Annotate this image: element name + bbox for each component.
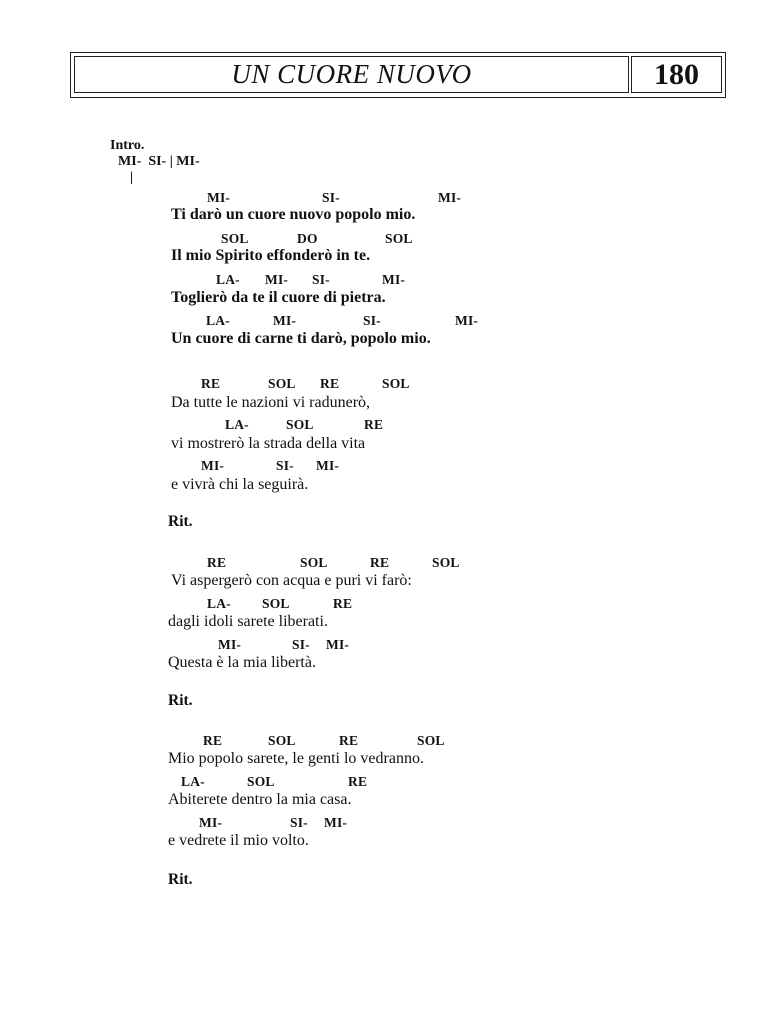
chord: SI-	[312, 272, 330, 287]
chord: RE	[207, 555, 227, 570]
chord: SI-	[322, 190, 340, 205]
intro-chords: MI- SI- | MI-	[118, 154, 200, 169]
lyric-line: Toglierò da te il cuore di pietra.	[171, 289, 386, 306]
intro-line	[103, 122, 200, 186]
chord: RE	[370, 555, 390, 570]
chord: MI-	[326, 637, 350, 652]
intro-bar: |	[130, 170, 134, 185]
number-box	[631, 56, 722, 93]
lyric-line: e vivrà chi la seguirà.	[171, 476, 309, 493]
lyric-line: Abiterete dentro la mia casa.	[168, 791, 352, 808]
chord: SOL	[221, 231, 249, 246]
chord: SOL	[432, 555, 460, 570]
chord: MI-	[207, 190, 231, 205]
chord: SI-	[292, 637, 310, 652]
chord: SOL	[262, 596, 290, 611]
chord: MI-	[316, 458, 340, 473]
chord: LA-	[225, 417, 249, 432]
chord: SOL	[247, 774, 275, 789]
lyric-line: Un cuore di carne ti darò, popolo mio.	[171, 330, 431, 347]
chord: RE	[339, 733, 359, 748]
chord: RE	[333, 596, 353, 611]
lyric-line: Ti darò un cuore nuovo popolo mio.	[171, 206, 416, 223]
chord: SOL	[382, 376, 410, 391]
refrain-marker: Rit.	[168, 871, 193, 888]
chord: SOL	[268, 376, 296, 391]
lyric-line: vi mostrerò la strada della vita	[171, 435, 366, 452]
song-title: UN CUORE NUOVO	[231, 59, 472, 89]
chord: MI-	[438, 190, 462, 205]
lyric-line: Il mio Spirito effonderò in te.	[171, 247, 371, 264]
chord: SOL	[385, 231, 413, 246]
chord: MI-	[201, 458, 225, 473]
chord: LA-	[216, 272, 240, 287]
lyric-line: Da tutte le nazioni vi radunerò,	[171, 394, 371, 411]
lyric-line: dagli idoli sarete liberati.	[168, 613, 328, 630]
chord: SOL	[300, 555, 328, 570]
chord: RE	[320, 376, 340, 391]
chord: SI-	[276, 458, 294, 473]
chord: LA-	[181, 774, 205, 789]
refrain-marker: Rit.	[168, 513, 193, 530]
chord: SOL	[268, 733, 296, 748]
chord: RE	[364, 417, 384, 432]
chord: SI-	[290, 815, 308, 830]
intro-label: Intro.	[110, 138, 145, 153]
lyric-line: Questa è la mia libertà.	[168, 654, 316, 671]
lyric-line: Mio popolo sarete, le genti lo vedranno.	[168, 750, 424, 767]
chord: MI-	[455, 313, 479, 328]
chord: MI-	[324, 815, 348, 830]
chord: MI-	[218, 637, 242, 652]
chord: RE	[348, 774, 368, 789]
chord: MI-	[382, 272, 406, 287]
chord: MI-	[199, 815, 223, 830]
chord: MI-	[273, 313, 297, 328]
chord: SOL	[286, 417, 314, 432]
chord: MI-	[265, 272, 289, 287]
chord: SI-	[363, 313, 381, 328]
song-number: 180	[654, 57, 699, 91]
song-header	[70, 52, 726, 98]
chord: SOL	[417, 733, 445, 748]
title-box	[74, 56, 629, 93]
chord: LA-	[206, 313, 230, 328]
lyric-line: e vedrete il mio volto.	[168, 832, 309, 849]
refrain-marker: Rit.	[168, 692, 193, 709]
chord: DO	[297, 231, 318, 246]
chord: LA-	[207, 596, 231, 611]
chord: RE	[201, 376, 221, 391]
lyric-line: Vi aspergerò con acqua e puri vi farò:	[171, 572, 412, 589]
chord: RE	[203, 733, 223, 748]
